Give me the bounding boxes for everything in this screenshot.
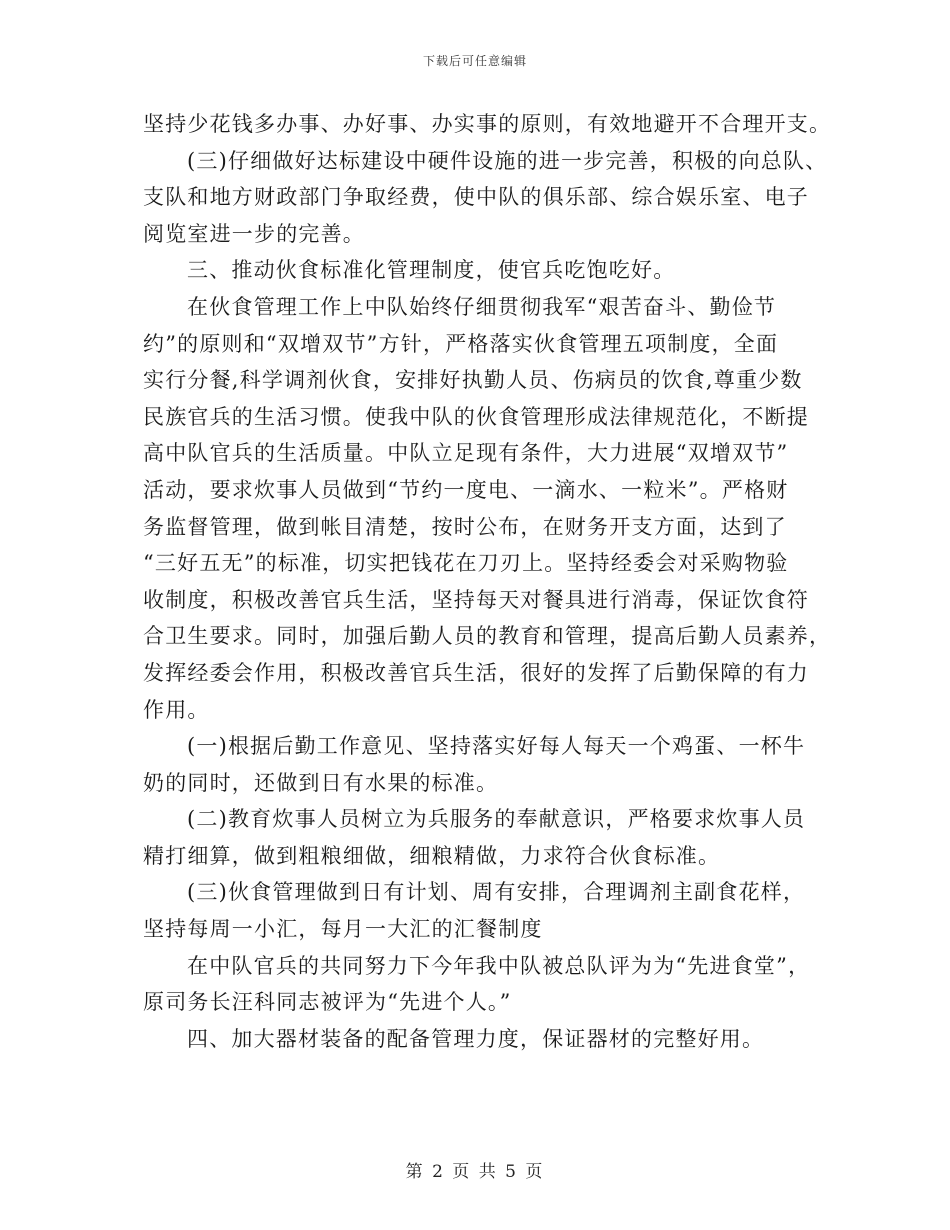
- text-line: 在中队官兵的共同努力下今年我中队被总队评为为“先进食堂”，: [187, 953, 811, 978]
- text-line: 支队和地方财政部门争取经费，使中队的俱乐部、综合娱乐室、电子: [143, 185, 809, 210]
- text-line: (三)伙食管理做到日有计划、周有安排，合理调剂主副食花样，: [187, 880, 806, 905]
- text-line: 阅览室进一步的完善。: [143, 221, 365, 246]
- page-header-note: 下载后可任意编辑: [422, 54, 527, 68]
- text-line: 收制度，积极改善官兵生活，坚持每天对餐具进行消毒，保证饮食符: [143, 587, 809, 612]
- text-line: 发挥经委会作用，积极改善官兵生活，很好的发挥了后勤保障的有力: [143, 660, 809, 685]
- body-text: [143, 106, 832, 1057]
- page-footer: 第 2 页 共 5 页: [405, 1162, 545, 1182]
- text-line: 务监督管理，做到帐目清楚，按时公布，在财务开支方面，达到了: [143, 514, 787, 539]
- text-line: 精打细算，做到粗粮细做，细粮精做，力求符合伙食标准。: [143, 843, 721, 868]
- text-line: (一)根据后勤工作意见、坚持落实好每人每天一个鸡蛋、一杯牛: [187, 734, 806, 759]
- text-line: 三、推动伙食标准化管理制度，使官兵吃饱吃好。: [187, 258, 676, 283]
- text-line: 在伙食管理工作上中队始终仔细贯彻我军“艰苦奋斗、勤俭节: [187, 294, 777, 319]
- text-line: 约”的原则和“双增双节”方针，严格落实伙食管理五项制度，全面: [143, 331, 779, 356]
- text-line: 合卫生要求。同时，加强后勤人员的教育和管理，提高后勤人员素养，: [143, 624, 832, 649]
- text-line: (三)仔细做好达标建设中硬件设施的进一步完善，积极的向总队、: [187, 148, 828, 173]
- text-line: 高中队官兵的生活质量。中队立足现有条件，大力进展“双增双节”: [143, 441, 789, 466]
- text-line: (二)教育炊事人员树立为兵服务的奉献意识，严格要求炊事人员: [187, 807, 806, 832]
- text-line: 原司务长汪科同志被评为“先进个人。”: [143, 990, 512, 1015]
- text-line: 奶的同时，还做到日有水果的标准。: [143, 770, 499, 795]
- text-line: 坚持每周一小汇，每月一大汇的汇餐制度: [143, 917, 543, 942]
- text-line: 活动，要求炊事人员做到“节约一度电、一滴水、一粒米”。严格财: [143, 477, 789, 502]
- text-line: 四、加大器材装备的配备管理力度，保证器材的完整好用。: [187, 1026, 765, 1051]
- text-line: “三好五无”的标准，切实把钱花在刀刃上。坚持经委会对采购物验: [143, 551, 789, 576]
- text-line: 实行分餐,科学调剂伙食，安排好执勤人员、伤病员的饮食,尊重少数: [143, 368, 803, 393]
- text-line: 民族官兵的生活习惯。使我中队的伙食管理形成法律规范化，不断提: [143, 404, 809, 429]
- text-line: 作用。: [143, 697, 210, 722]
- text-line: 坚持少花钱多办事、办好事、办实事的原则，有效地避开不合理开支。: [143, 112, 832, 136]
